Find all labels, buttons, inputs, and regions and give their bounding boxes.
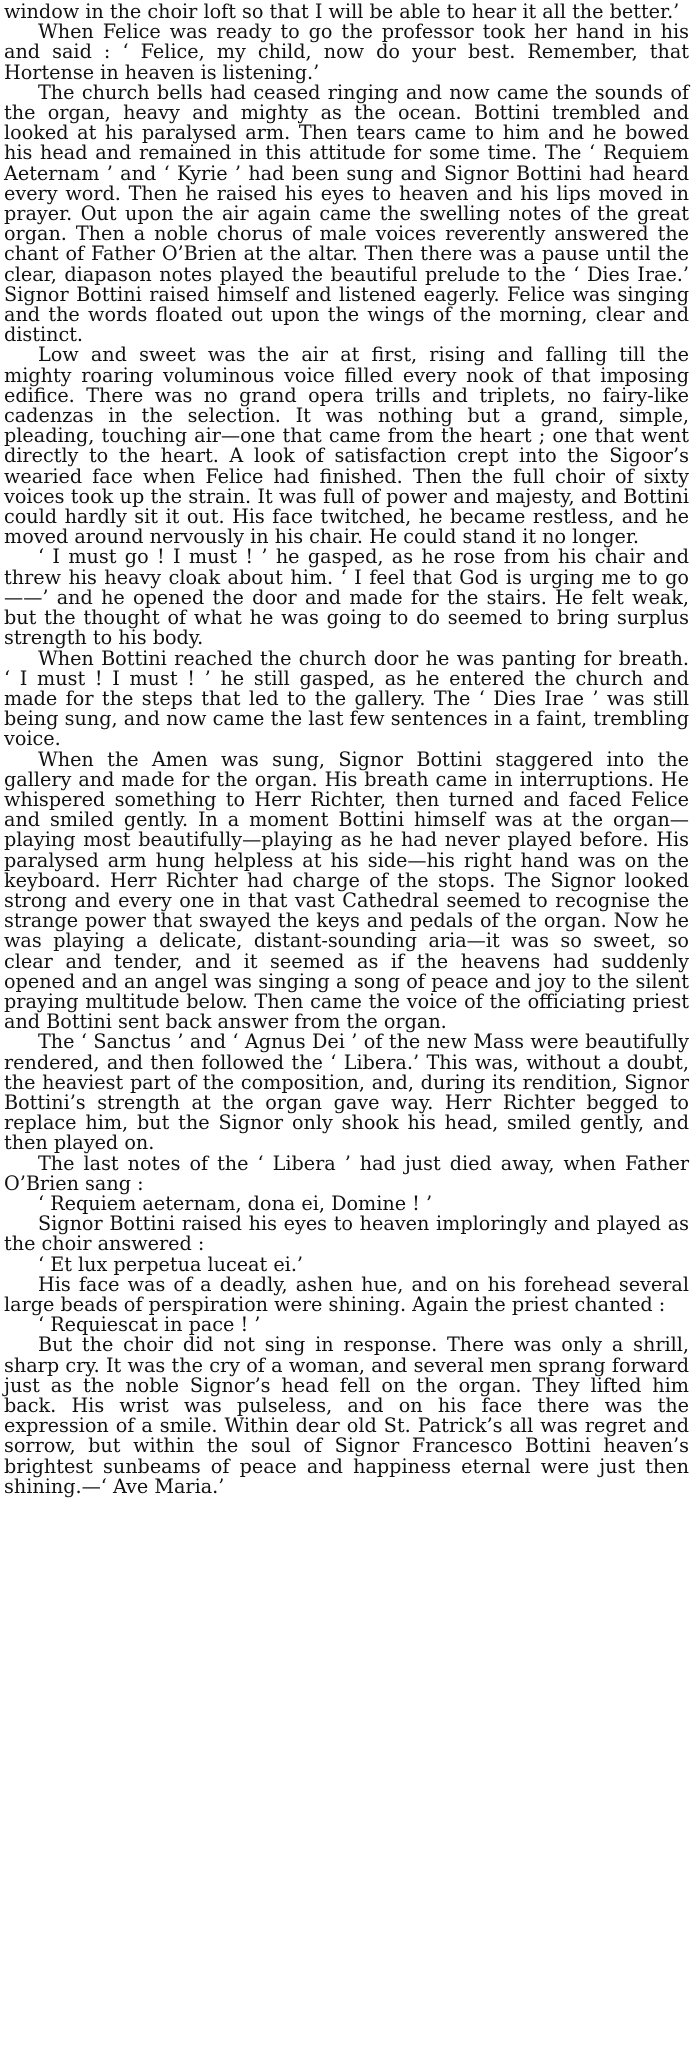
paragraph-2: When Felice was ready to go the professor took her hand in his and said : ‘ Felice, my child, now do your best. Remember, that Hortense in heaven is listening.’ xyxy=(4,20,689,84)
quote-lux-perpetua: ‘ Et lux perpetua luceat ei.’ xyxy=(38,1252,304,1276)
paragraph-11: His face was of a deadly, ashen hue, and on his forehead several large beads of perspiration were shining. Again the priest chanted : xyxy=(4,1272,689,1316)
quote-requiescat: ‘ Requiescat in pace ! ’ xyxy=(38,1313,261,1337)
paragraph-6: When Bottini reached the church door he was panting for breath. ‘ I must ! I must ! ’ he still gasped, as he entered the church and made for the steps that led to the gallery. The ‘ Dies Irae ’ was still being sung, and now came the last few sentences in a faint, trembling voice. xyxy=(4,646,689,751)
paragraph-8: The ‘ Sanctus ’ and ‘ Agnus Dei ’ of the new Mass were beautifully rendered, and then followed the ‘ Libera.’ This was, without a doubt, the heaviest part of the composition, and, during its rendition, Signor Bottini’s strength at the organ gave way. Herr Richter begged to replace him, but the Signor only shook his head, smiled gently, and then played on. xyxy=(4,1030,689,1155)
paragraph-5: ‘ I must go ! I must ! ’ he gasped, as he rose from his chair and threw his heavy cloak about him. ‘ I feel that God is urging me to go——’ and he opened the door and made for the stairs. He felt weak, but the thought of what he was going to do seemed to bring surplus strength to his body. xyxy=(4,545,689,650)
paragraph-10: Signor Bottini raised his eyes to heaven imploringly and played as the choir answered : xyxy=(4,1212,689,1256)
paragraph-12: But the choir did not sing in response. There was only a shrill, sharp cry. It was the cry of a woman, and several men sprang forward just as the noble Signor’s head fell on the organ. They lifted him back. His wrist was pulseless, and on his face there was the expression of a smile. Within dear old St. Patrick’s all was regret and sorrow, but within the soul of Signor Francesco Bottini heaven’s brightest sunbeams of peace and happiness eternal were just then shining.—‘ Ave Maria.’ xyxy=(4,1333,689,1498)
paragraph-7: When the Amen was sung, Signor Bottini staggered into the gallery and made for the organ. His breath came in interruptions. He whispered something to Herr Richter, then turned and faced Felice and smiled gently. In a moment Bottini himself was at the organ—playing most beautifully—playing as he had never played before. His paralysed arm hung helpless at his side—his right hand was on the keyboard. Herr Richter had charge of the stops. The Signor looked strong and every one in that vast Cathedral seemed to recognise the strange power that swayed the keys and pedals of the organ. Now he was playing a delicate, distant-sounding aria—it was so sweet, so clear and tender, and it seemed as if the heavens had suddenly opened and an angel was singing a song of peace and joy to the silent praying multitude below. Then came the voice of the officiating priest and Bottini sent back answer from the organ. xyxy=(4,747,689,1034)
paragraph-9: The last notes of the ‘ Libera ’ had just died away, when Father O’Brien sang : xyxy=(4,1151,689,1195)
quote-requiem: ‘ Requiem aeternam, dona ei, Domine ! ’ xyxy=(38,1191,433,1215)
paragraph-4: Low and sweet was the air at first, rising and falling till the mighty roaring voluminous voice filled every nook of that imposing edifice. There was no grand opera trills and triplets, no fairy-like cadenzas in the selection. It was nothing but a grand, simple, pleading, touching air—one that came from the heart ; one that went directly to the heart. A look of satisfaction crept into the Sigoor’s wearied face when Felice had finished. Then the full choir of sixty voices took up the strain. It was full of power and majesty, and Bottini could hardly sit it out. His face twitched, he became restless, and he moved around nervously in his chair. He could stand it no longer. xyxy=(4,343,689,549)
paragraph-3: The church bells had ceased ringing and now came the sounds of the organ, heavy and mighty as the ocean. Bottini trembled and looked at his paralysed arm. Then tears came to him and he bowed his head and remained in this attitude for some time. The ‘ Requiem Aeternam ’ and ‘ Kyrie ’ had been sung and Signor Bottini had heard every word. Then he raised his eyes to heaven and his lips moved in prayer. Out upon the air again came the swelling notes of the great organ. Then a noble chorus of male voices reverently answered the chant of Father O’Brien at the altar. Then there was a pause until the clear, diapason notes played the beautiful prelude to the ‘ Dies Irae.’ Signor Bottini raised himself and listened eagerly. Felice was singing and the words floated out upon the wings of the morning, clear and distinct. xyxy=(4,80,689,347)
paragraph-1: window in the choir loft so that I will be able to hear it all the better.’ xyxy=(4,0,680,23)
